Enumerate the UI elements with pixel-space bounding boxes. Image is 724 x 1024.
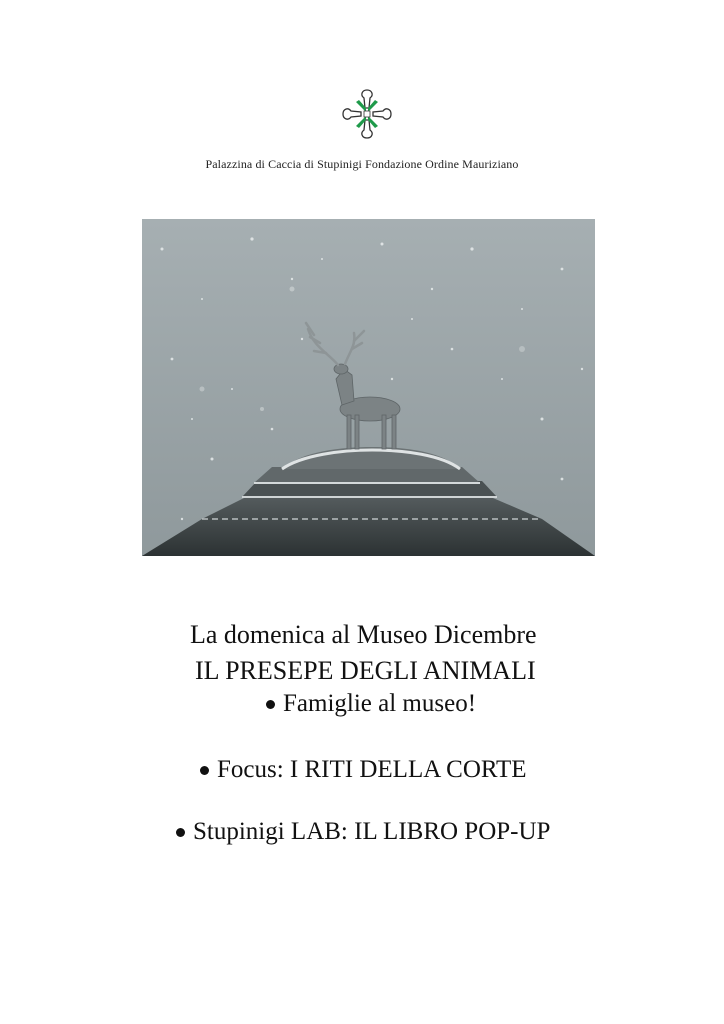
list-item-label: Focus: I RITI DELLA CORTE	[217, 756, 527, 783]
stag-statue-snow-image	[142, 219, 595, 556]
list-item	[176, 818, 550, 846]
page-title: La domenica al Museo Dicembre	[190, 620, 537, 649]
bullet-icon	[266, 700, 275, 709]
mauritian-cross-icon	[340, 86, 394, 142]
list-item-label: Stupinigi LAB: IL LIBRO POP-UP	[193, 818, 551, 845]
list-item-label: Famiglie al museo!	[283, 690, 477, 717]
list-item	[266, 690, 476, 718]
event-title: IL PRESEPE DEGLI ANIMALI	[195, 656, 536, 685]
list-item	[200, 756, 527, 784]
bullet-icon	[200, 766, 209, 775]
bullet-icon	[176, 828, 185, 837]
institution-name: Palazzina di Caccia di Stupinigi Fondazione Ordine Mauriziano	[205, 157, 519, 171]
